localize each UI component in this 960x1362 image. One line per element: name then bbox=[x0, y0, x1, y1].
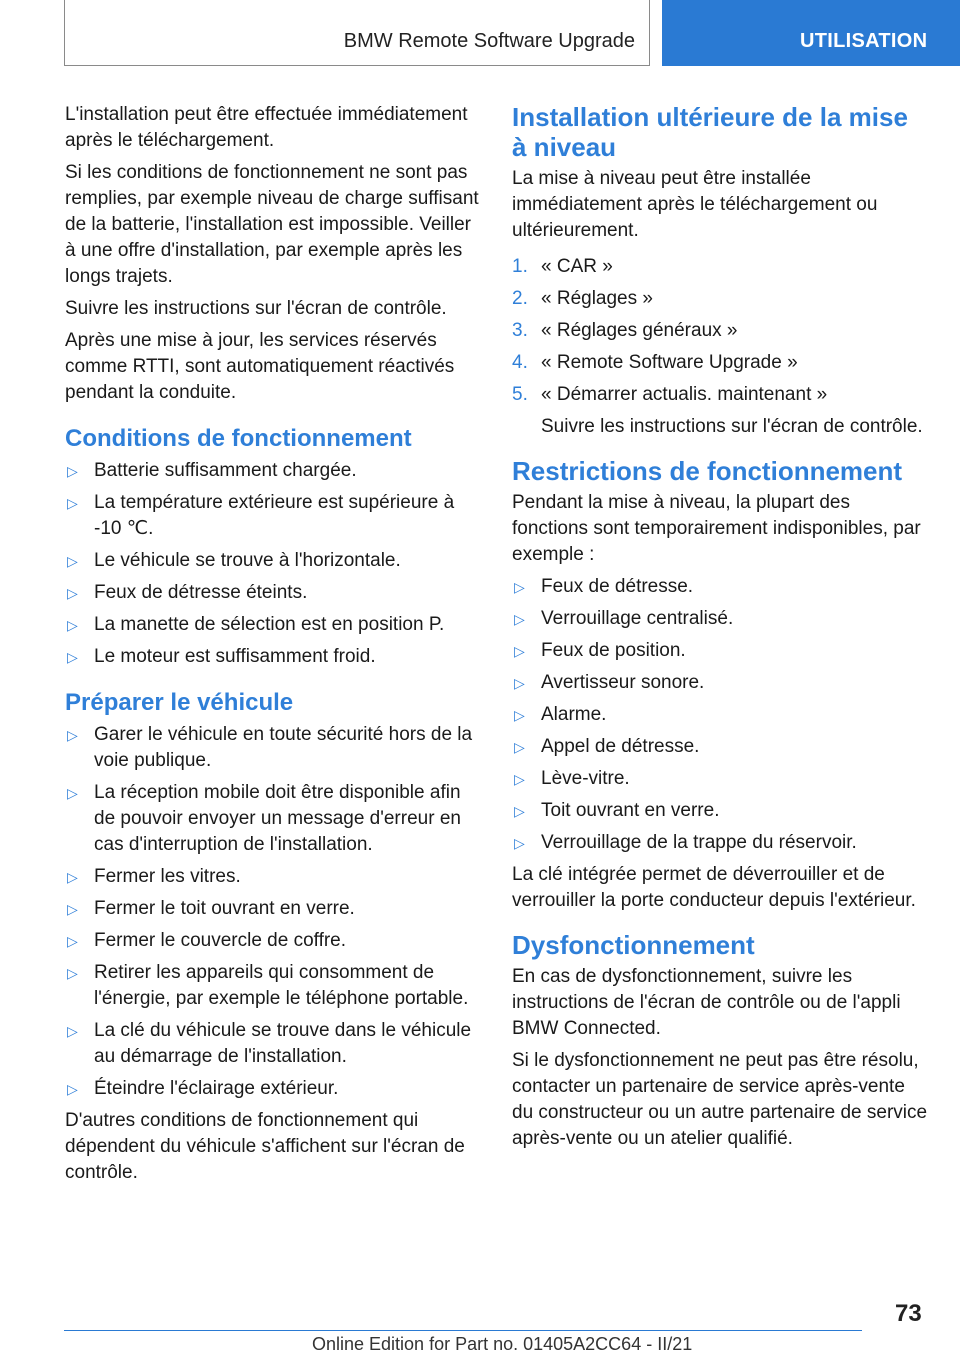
intro-paragraph: Suivre les instructions sur l'écran de contrôle. bbox=[65, 298, 447, 319]
list-item: ▷ Le moteur est suffisamment froid. bbox=[65, 644, 481, 670]
triangle-bullet-icon: ▷ bbox=[67, 495, 78, 511]
section-tab bbox=[662, 0, 960, 66]
restrictions-closing: La clé intégrée permet de déverrouiller et de verrouiller la porte conducteur depuis l'extérieur. bbox=[512, 864, 916, 911]
list-item: ▷ Alarme. bbox=[512, 702, 928, 728]
list-item: ▷ Batterie suffisamment chargée. bbox=[65, 458, 481, 484]
header-title: BMW Remote Software Upgrade bbox=[343, 30, 635, 52]
page-number: 73 bbox=[895, 1300, 922, 1327]
list-item: ▷ Feux de détresse éteints. bbox=[65, 580, 481, 606]
triangle-bullet-icon: ▷ bbox=[514, 707, 525, 723]
list-item: ▷ Retirer les appareils qui consomment de l'énergie, par exemple le téléphone portable. bbox=[67, 962, 469, 1009]
header-frame bbox=[64, 0, 650, 66]
step-item: 2. « Réglages » bbox=[512, 286, 928, 312]
triangle-bullet-icon: ▷ bbox=[67, 1081, 78, 1097]
footer-divider bbox=[64, 1330, 862, 1331]
edition-footer: Online Edition for Part no. 01405A2CC64 - II/21 bbox=[312, 1334, 693, 1354]
list-item: ▷ Feux de position. bbox=[512, 638, 928, 664]
intro-paragraph: L'installation peut être effectuée immédiatement après le téléchargement. bbox=[65, 104, 468, 151]
triangle-bullet-icon: ▷ bbox=[514, 579, 525, 595]
list-item: ▷ Verrouillage de la trappe du réservoir. bbox=[512, 830, 928, 856]
triangle-bullet-icon: ▷ bbox=[67, 1023, 78, 1039]
triangle-bullet-icon: ▷ bbox=[67, 585, 78, 601]
step-number: 5. bbox=[512, 384, 528, 405]
list-item: ▷ Fermer le couvercle de coffre. bbox=[65, 928, 481, 954]
restrictions-intro: Pendant la mise à niveau, la plupart des fonctions sont temporairement indisponibles, par exemple : bbox=[512, 492, 921, 565]
list-item: ▷ Fermer les vitres. bbox=[65, 864, 481, 890]
triangle-bullet-icon: ▷ bbox=[67, 869, 78, 885]
step-note: Suivre les instructions sur l'écran de contrôle. bbox=[541, 416, 923, 437]
triangle-bullet-icon: ▷ bbox=[67, 727, 78, 743]
triangle-bullet-icon: ▷ bbox=[514, 611, 525, 627]
triangle-bullet-icon: ▷ bbox=[514, 739, 525, 755]
right-column bbox=[512, 102, 928, 1158]
triangle-bullet-icon: ▷ bbox=[514, 675, 525, 691]
triangle-bullet-icon: ▷ bbox=[67, 965, 78, 981]
list-item: ▷ Le véhicule se trouve à l'horizontale. bbox=[65, 548, 481, 574]
conditions-heading: Conditions de fonctionnement bbox=[65, 425, 412, 452]
step-item: 5. « Démarrer actualis. maintenant » Suivre les instructions sur l'écran de contrôle. bbox=[512, 382, 928, 440]
list-item: ▷ Fermer le toit ouvrant en verre. bbox=[65, 896, 481, 922]
triangle-bullet-icon: ▷ bbox=[514, 643, 525, 659]
restrictions-heading: Restrictions de fonctionnement bbox=[512, 456, 903, 486]
list-item: ▷ La température extérieure est supérieure à -10 ℃. bbox=[67, 492, 455, 539]
step-number: 2. bbox=[512, 288, 528, 309]
malfunction-heading: Dysfonctionnement bbox=[512, 930, 755, 960]
triangle-bullet-icon: ▷ bbox=[514, 835, 525, 851]
list-item: ▷ Feux de détresse. bbox=[512, 574, 928, 600]
step-number: 1. bbox=[512, 256, 528, 277]
list-item: ▷ Verrouillage centralisé. bbox=[512, 606, 928, 632]
prepare-heading: Préparer le véhicule bbox=[65, 689, 294, 716]
list-item: ▷ La clé du véhicule se trouve dans le véhicule au démarrage de l'installation. bbox=[67, 1020, 472, 1067]
triangle-bullet-icon: ▷ bbox=[67, 785, 78, 801]
step-number: 4. bbox=[512, 352, 528, 373]
conditions-list bbox=[65, 458, 481, 670]
intro-paragraph: Si les conditions de fonctionnement ne sont pas remplies, par exemple niveau de charge suffisant de la batterie, l'installation est impossible. Veiller à une offre d'installation, par exemple après les longs trajets. bbox=[65, 162, 479, 287]
list-item: ▷ Appel de détresse. bbox=[512, 734, 928, 760]
prepare-list bbox=[65, 722, 481, 1102]
step-item: 3. « Réglages généraux » bbox=[512, 318, 928, 344]
steps-list bbox=[512, 254, 928, 440]
triangle-bullet-icon: ▷ bbox=[514, 803, 525, 819]
triangle-bullet-icon: ▷ bbox=[67, 901, 78, 917]
triangle-bullet-icon: ▷ bbox=[67, 617, 78, 633]
malfunction-paragraph: Si le dysfonctionnement ne peut pas être résolu, contacter un partenaire de service après-vente du constructeur ou un autre partenaire de service après-vente ou un atelier qualifié. bbox=[512, 1050, 928, 1149]
left-column bbox=[65, 102, 481, 1192]
step-number: 3. bbox=[512, 320, 528, 341]
prepare-closing: D'autres conditions de fonctionnement qui dépendent du véhicule s'affichent sur l'écran de contrôle. bbox=[65, 1110, 465, 1183]
step-item: 4. « Remote Software Upgrade » bbox=[512, 350, 928, 376]
list-item: ▷ La réception mobile doit être disponible afin de pouvoir envoyer un message d'erreur en cas d'interruption de l'installation. bbox=[67, 782, 461, 855]
list-item: ▷ Lève-vitre. bbox=[512, 766, 928, 792]
list-item: ▷ Avertisseur sonore. bbox=[512, 670, 928, 696]
restrictions-list bbox=[512, 574, 928, 856]
list-item: ▷ Garer le véhicule en toute sécurité hors de la voie publique. bbox=[67, 724, 473, 771]
intro-paragraph: Après une mise à jour, les services réservés comme RTTI, sont automatiquement réactivés pendant la conduite. bbox=[65, 330, 455, 403]
section-label: UTILISATION bbox=[800, 30, 928, 52]
triangle-bullet-icon: ▷ bbox=[514, 771, 525, 787]
step-item: 1. « CAR » bbox=[512, 254, 928, 280]
triangle-bullet-icon: ▷ bbox=[67, 463, 78, 479]
triangle-bullet-icon: ▷ bbox=[67, 933, 78, 949]
later-install-heading: Installation ultérieure de la mise à niveau bbox=[512, 102, 908, 162]
triangle-bullet-icon: ▷ bbox=[67, 649, 78, 665]
triangle-bullet-icon: ▷ bbox=[67, 553, 78, 569]
list-item: ▷ La manette de sélection est en position P. bbox=[65, 612, 481, 638]
later-install-intro: La mise à niveau peut être installée immédiatement après le téléchargement ou ultérieurement. bbox=[512, 168, 878, 241]
list-item: ▷ Toit ouvrant en verre. bbox=[512, 798, 928, 824]
list-item: ▷ Éteindre l'éclairage extérieur. bbox=[65, 1076, 481, 1102]
malfunction-paragraph: En cas de dysfonctionnement, suivre les instructions de l'écran de contrôle ou de l'appli BMW Connected. bbox=[512, 966, 901, 1039]
